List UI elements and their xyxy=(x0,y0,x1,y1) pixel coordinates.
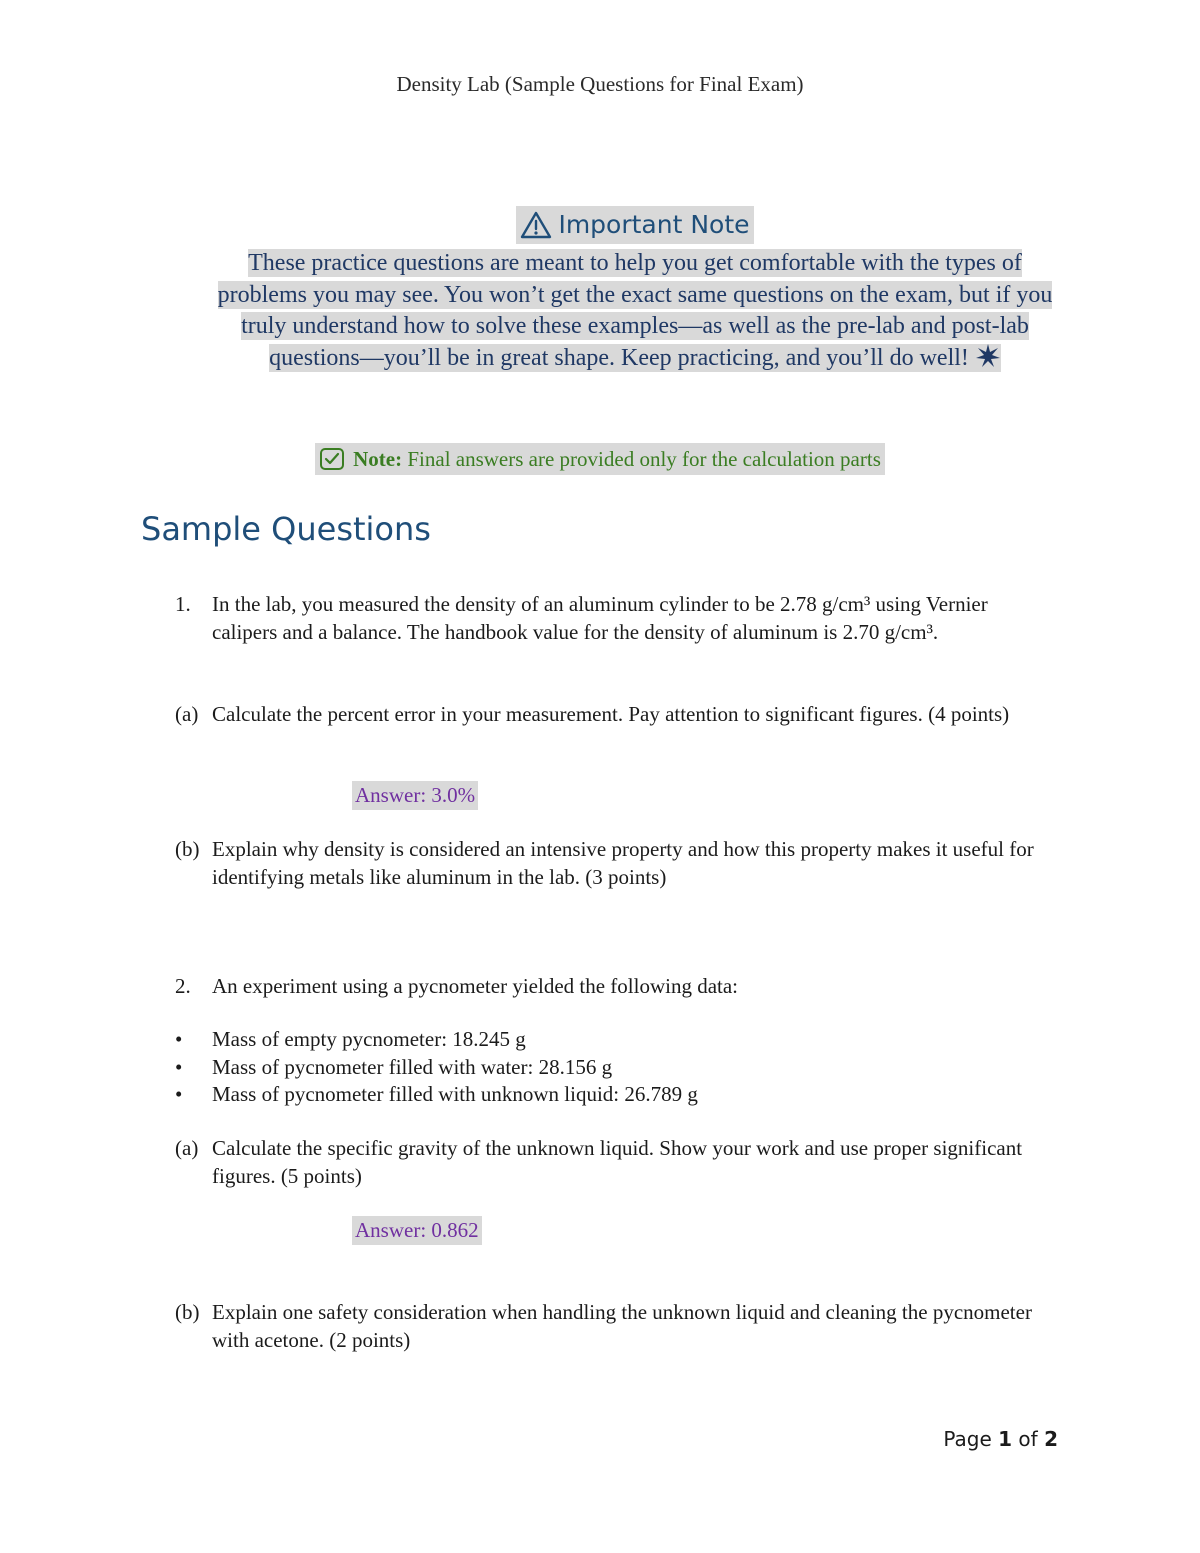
part-label: (b) xyxy=(175,1300,200,1324)
bullet-icon: • xyxy=(175,1027,183,1051)
section-title: Sample Questions xyxy=(141,510,431,548)
part-label: (a) xyxy=(175,702,199,726)
answers-note-label: Note: xyxy=(353,447,403,471)
part-text: Explain one safety consideration when handling the unknown liquid and cleaning the pycnometer with acetone. (2 points) xyxy=(212,1300,1032,1352)
question-text: An experiment using a pycnometer yielded the following data: xyxy=(212,974,739,998)
question-number: 1. xyxy=(175,592,191,616)
part-text: Explain why density is considered an intensive property and how this property makes it useful for identifying metals like aluminum in the lab. (3 points) xyxy=(212,837,1034,889)
list-item-text: Mass of empty pycnometer: 18.245 g xyxy=(212,1027,526,1051)
important-note-title xyxy=(516,206,753,244)
important-note-title-text: Important Note xyxy=(558,210,750,239)
part-text: Calculate the specific gravity of the unknown liquid. Show your work and use proper significant figures. (5 points) xyxy=(212,1136,1023,1188)
total-pages: 2 xyxy=(1044,1427,1058,1451)
answer-badge: Answer: 0.862 xyxy=(352,1216,482,1245)
list-item-text: Mass of pycnometer filled with unknown liquid: 26.789 g xyxy=(212,1082,698,1106)
answers-note-text: Final answers are provided only for the calculation parts xyxy=(402,447,881,471)
checkbox-icon xyxy=(319,447,345,471)
page-of: of xyxy=(1012,1427,1045,1451)
page-number xyxy=(0,1427,1058,1451)
answer-badge: Answer: 3.0% xyxy=(352,781,478,810)
bullet-icon: • xyxy=(175,1055,183,1079)
important-note-callout xyxy=(210,206,1060,374)
current-page: 1 xyxy=(998,1427,1013,1451)
answers-provided-note xyxy=(0,443,1200,475)
important-note-body xyxy=(210,248,1060,374)
page-prefix: Page xyxy=(943,1427,999,1451)
question-number: 2. xyxy=(175,974,191,998)
list-item-text: Mass of pycnometer filled with water: 28.156 g xyxy=(212,1055,613,1079)
important-note-body-text: These practice questions are meant to help you get comfortable with the types of problems you may see. You won’t get the exact same questions on the exam, but if you truly understand how to solve these examples—as well as the pre-lab and post-lab questions—you’ll be in great shape. Keep practicing, and you’ll do well! xyxy=(217,250,1053,371)
bullet-icon: • xyxy=(175,1082,183,1106)
answers-provided-box xyxy=(315,443,885,475)
sparkle-icon xyxy=(975,343,1001,369)
question-text: In the lab, you measured the density of an aluminum cylinder to be 2.78 g/cm³ using Vernier calipers and a balance. The handbook value for the density of aluminum is 2.70 g/cm³. xyxy=(212,592,988,644)
warning-triangle-icon xyxy=(520,211,552,239)
part-label: (a) xyxy=(175,1136,199,1160)
part-label: (b) xyxy=(175,837,200,861)
page-header: Density Lab (Sample Questions for Final Exam) xyxy=(396,72,804,96)
part-text: Calculate the percent error in your measurement. Pay attention to significant figures. (4 points) xyxy=(212,702,1010,726)
